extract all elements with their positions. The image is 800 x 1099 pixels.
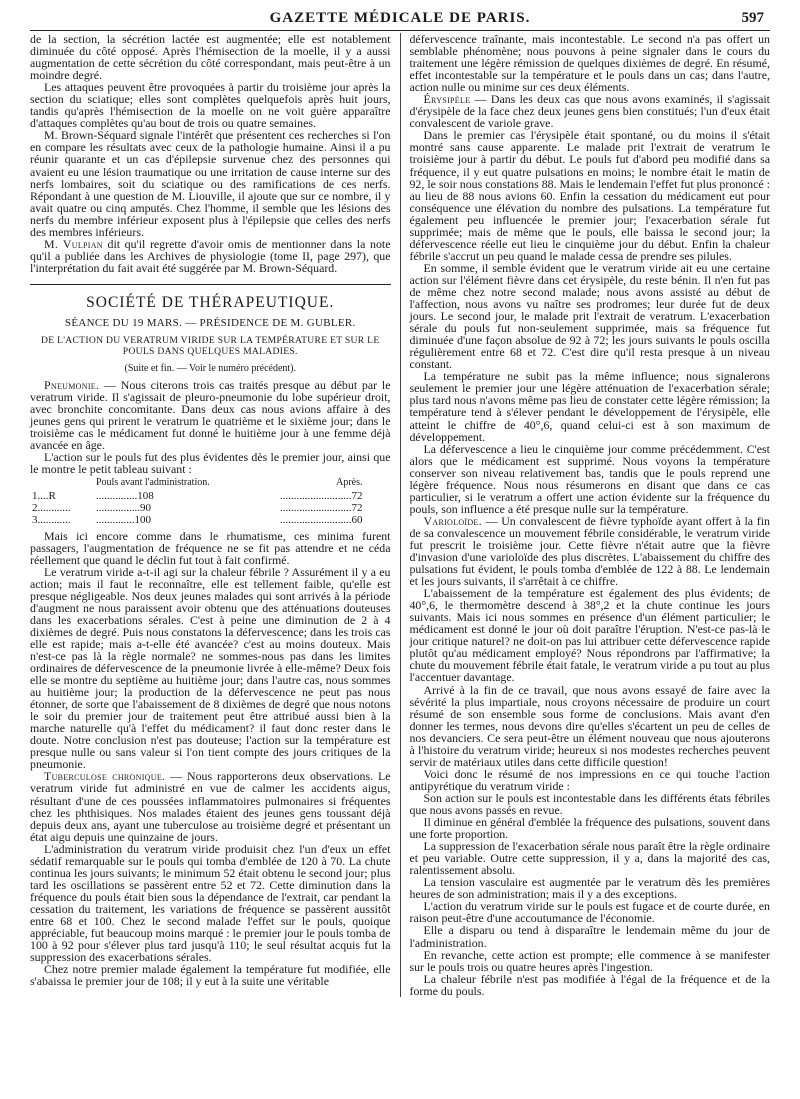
cell-before: 90 bbox=[140, 501, 151, 514]
paragraph: Chez notre premier malade également la température fut modifiée, elle s'abaissa le premier jour de 108; il y eut à la suite une véritable bbox=[30, 962, 391, 989]
paragraph bbox=[409, 93, 770, 129]
table-row: 3............ ..............100 ..........................60 bbox=[32, 513, 363, 526]
run-in-heading: Pneumonie. bbox=[44, 378, 100, 393]
paragraph: En revanche, cette action est prompte; elle commence à se manifester sur le pouls trois ou quatre heures après l'ingestion. bbox=[409, 947, 770, 974]
pulse-table bbox=[30, 477, 391, 525]
paragraph: Mais ici encore comme dans le rhumatisme, ces minima furent passagers, l'augmentation de fréquence ne se fit pas attendre et ne céda réellement que quand le déclin fut tout à fait confirmé. bbox=[30, 528, 391, 567]
table-header-row bbox=[30, 477, 391, 489]
cell-after: 72 bbox=[351, 501, 363, 514]
paragraph: Elle a disparu ou tend à disparaître le lendemain même du jour de l'administration. bbox=[409, 923, 770, 950]
paragraph: de la section, la sécrétion lactée est augmentée; elle est notablement diminuée du côté opposé. Après l'hémisection de la moelle, il y a aussi augmentation de cette sécrétion du côté correspondant, mais peut-être à un moindre degré. bbox=[30, 32, 391, 83]
paragraph: En somme, il semble évident que le veratrum viride ait eu une certaine action sur l'élément fièvre dans cet érysipèle, du reste bénin. Il n'en fut pas de même chez notre second malade; nous avons assisté au début de l'affection, nous avons vu naître ses prodromes; leur durée fut de deux jours. Le second jour, le malade prit l'extrait de veratrum. L'exacerbation sérale du pouls fut non-seulement supprimée, mais sa fréquence fut diminuée d'une façon absolue de 92 à 72; les jours suivants le pouls oscilla régulièrement entre 68 et 72. C'est dire qu'il resta presque à un niveau constant. bbox=[409, 260, 770, 372]
page-header bbox=[30, 6, 770, 31]
paragraph: La température ne subit pas la même influence; nous signalerons seulement le premier jour une légère atténuation de l'exacerbation sérale; plus tard nous n'avons même pas lieu de constater cette légère rémission; la température tend à s'élever pendant le développement de l'érysipèle, elle atteint le chiffre de 40°,6, quand celui-ci est à son maximum de développement. bbox=[409, 369, 770, 444]
paragraph: M. Brown-Séquard signale l'intérêt que présentent ces recherches si l'on en compare les résultats avec ceux de la pathologie humaine. Ainsi il a pu réunir quarante et un cas d'épilepsie survenue chez des personnes qui avaient eu une lésion traumatique ou une irritation de cause interne sur des nerfs lombaires, soit du sciatique ou des ramifications de ces nerfs. Répondant à une question de M. Liouville, il ajoute que sur ce nombre, il y avait quatre ou cinq amputés. Chez l'homme, il semble que les lésions des nerfs du membre inférieur exposent plus à l'épilepsie que celles des nerfs des membres inférieurs. bbox=[30, 128, 391, 239]
row-number: 2 bbox=[32, 501, 38, 514]
cell-after: 60 bbox=[351, 513, 363, 526]
left-column bbox=[30, 33, 400, 997]
run-in-heading: Érysipèle bbox=[423, 92, 471, 107]
session-line: SÉANCE DU 19 MARS. — PRÉSIDENCE DE M. GUBLER. bbox=[64, 316, 356, 329]
run-in-heading: Tuberculose chronique. bbox=[44, 769, 166, 784]
paragraph: L'action sur le pouls fut des plus évidentes dès le premier jour, ainsi que le montre le petit tableau suivant : bbox=[30, 450, 391, 477]
row-number: 3 bbox=[32, 513, 38, 526]
journal-title: GAZETTE MÉDICALE DE PARIS. bbox=[269, 10, 531, 26]
section-title: SOCIÉTÉ DE THÉRAPEUTIQUE. bbox=[86, 293, 335, 311]
speaker-name: M. Vulpian bbox=[44, 236, 103, 251]
paragraph: Il diminue en général d'emblée la fréquence des pulsations, souvent dans une forte proportion. bbox=[409, 815, 770, 842]
continuation-note: (Suite et fin. — Voir le numéro précédent). bbox=[124, 363, 297, 375]
paragraph: La tension vasculaire est augmentée par le veratrum dès les premières heures de son administration; mais il y a des exceptions. bbox=[409, 875, 770, 902]
paragraph-text: — Dans les deux cas que nous avons examinés, il s'agissait d'érysipèle de la face chez deux jeunes gens bien constitués; l'un d'eux était convalescent de variole grave. bbox=[409, 92, 770, 131]
paragraph bbox=[30, 379, 391, 451]
paragraph: La chaleur fébrile n'est pas modifiée à l'égal de la fréquence et de la forme du pouls. bbox=[409, 971, 770, 998]
paragraph: défervescence traînante, mais incontestable. Le second n'a pas offert un semblable phénomène; nous pouvons à peine signaler dans le cours du traitement une légère rémission de quelques dixièmes de degré. En résumé, effet incontestable sur la température et le pouls dans un cas; dans l'autre, action nulle ou minime sur ces deux éléments. bbox=[409, 32, 770, 95]
cell-before: 108 bbox=[137, 489, 154, 502]
table-row: 1....R ...............108 ..........................72 bbox=[32, 489, 363, 502]
row-number: 1 bbox=[32, 489, 38, 502]
paragraph: La défervescence a lieu le cinquième jour comme précédemment. C'est alors que le médicament est supprimé. Nous voyons la température conserver son niveau relativement bas, tandis que le pouls reprend une légère fréquence. Nous nous résumerons en disant que dans ce cas particulier, si le veratrum a offert une action évidente sur la fréquence du pouls, son influence a été presque nulle sur la température. bbox=[409, 441, 770, 516]
row-mark: R bbox=[48, 489, 56, 502]
paragraph: Le veratrum viride a-t-il agi sur la chaleur fébrile ? Assurément il y a eu action; mais il faut le reconnaître, elle est tellement faible, qu'elle est presque négligeable. Nos deux jeunes malades qui sont arrivés à la période d'augment ne nous paraissent avoir obtenu que des atténuations douteuses dans les exacerbations sérales. C'est à peine une diminution de 2 à 4 dixièmes de degré. Puis nous constatons la défervescence; dans les trois cas elle est rapide; mais a-t-elle été avancée? c'est au moins douteux. Mais n'est-ce pas là la règle normale? ne sommes-nous pas dans les limites ordinaires de défervescence de la pneumonie livrée à elle-même? Deux fois elle se montre du septième au huitième jour; dans l'autre cas, nous sommes au huitième jour; la production de la défervescence ne peut pas nous étonner, de sorte que l'abaissement de 8 dixièmes de degré que nous notons le soir du premier jour de traitement peut être attribué aussi bien à la marche naturelle qu'à l'effet du médicament? il faut donc rester dans le doute. Notre conclusion n'est pas douteuse; l'action sur la température est presque nulle ou sans valeur si l'on tient compte des jours critiques de la pneumonie. bbox=[30, 564, 391, 772]
column-header: Après. bbox=[336, 477, 363, 489]
table-row: 2............ ................90 ..........................72 bbox=[32, 501, 363, 514]
right-column bbox=[400, 33, 770, 997]
paragraph-text: — Nous rapporterons deux observations. Le veratrum viride fut administré en vue de calmer les accidents aigus, résultant d'une de ces poussées inflammatoires pulmonaires si fréquentes chez les phthisiques. Nos malades étaient des jeunes gens toussant déjà depuis deux ans, ayant une tuberculose au troisième degré et présentant un état aigu depuis une quinzaine de jours. bbox=[30, 769, 391, 844]
paragraph: Voici donc le résumé de nos impressions en ce qui touche l'action antipyrétique du veratrum viride : bbox=[409, 766, 770, 793]
paragraph: Arrivé à la fin de ce travail, que nous avons essayé de faire avec la sévérité la plus impartiale, nous croyons nécessaire de produire un court résumé de son ensemble sous forme de conclusions. Mais avant d'en donner les termes, nous devons dire qu'elles s'écartent un peu de celles de nos devanciers. Ce sera peut-être un élément nouveau que nous ajouterons à l'histoire du veratrum viride; heureux si nos modestes recherches peuvent servir de matériaux utiles dans cette difficile question! bbox=[409, 682, 770, 769]
paragraph-text: — Un convalescent de fièvre typhoïde ayant offert à la fin de sa convalescence un mouvement fébrile considérable, le veratrum viride fut prescrit le troisième jour. Cette fièvre n'était autre que la fièvre d'invasion d'une varioloïde des plus discrètes. L'abaissement du chiffre des pulsations fut évident, le pouls tomba d'emblée de 122 à 88. Le lendemain et les jours suivants, il s'arrêtait à ce chiffre. bbox=[409, 513, 770, 589]
paragraph: L'abaissement de la température est également des plus évidents; de 40°,6, le thermomètre descend à 38°,2 et la chute continue les jours suivants. Mais ici nous sommes en présence d'un élément particulier; le médicament est donné le jour où doit paraître l'éruption. N'est-ce pas-là le jour critique naturel? ne doit-on pas lui attribuer cette défervescence rapide plutôt qu'au médicament employé? Nous répondrons par l'affirmative; la chute du mouvement fébrile était fatale, le veratrum viride a pu tout au plus l'accentuer davantage. bbox=[409, 586, 770, 685]
paragraph-text: dit qu'il regrette d'avoir omis de mentionner dans la note qu'il a publiée dans les Archives de physiologie (tome II, page 297), que l'interprétation du fait avait été suggérée par M. Brown-Séquard. bbox=[30, 236, 391, 275]
run-in-heading: Varioloïde. bbox=[423, 513, 482, 528]
paragraph: L'action du veratrum viride sur le pouls est fugace et de courte durée, en raison peut-être d'une accoutumance de l'économie. bbox=[409, 899, 770, 926]
page-number: 597 bbox=[741, 10, 764, 26]
cell-before: 100 bbox=[134, 513, 151, 526]
article-title: DE L'ACTION DU VERATRUM VIRIDE SUR LA TEMPÉRATURE ET SUR LE POULS DANS QUELQUES MALADIES. bbox=[40, 335, 380, 358]
paragraph: L'administration du veratrum viride produisit chez l'un d'eux un effet sédatif remarquable sur le pouls qui tomba d'emblée de 120 à 70. La chute continua les jours suivants; le minimum 52 était obtenu le second jour; plus tard les oscillations se passèrent entre 52 et 72. Cette diminution dans la fréquence du pouls était bien sous la dépendance de l'extrait, car pendant la cessation du traitement, les variations de fréquence se passèrent aussitôt entre 68 et 100. Chez le second malade l'effet sur le pouls, quoique appréciable, fut beaucoup moins marqué : le premier jour le pouls tomba de 100 à 92 pour s'élever plus tard jusqu'à 110; le seul résultat acquis fut la suppression des exacerbations sérales. bbox=[30, 841, 391, 965]
paragraph-text: — Nous citerons trois cas traités presque au début par le veratrum viride. Il s'agissait de pleuro-pneumonie du lobe supérieur droit, avec bronchite concomitante. Dans deux cas nous avions affaire à des jeunes gens qui prirent le veratrum le quatrième et le sixième jour; dans le troisième cas le médicament fut donné le huitième jour à une femme déjà avancée en âge. bbox=[30, 378, 391, 453]
paragraph: Les attaques peuvent être provoquées à partir du troisième jour après la section du sciatique; elles sont complètes quelquefois après huit jours, tandis qu'après l'hémisection de la moelle on ne voit guère apparaître d'attaques complètes qu'au bout de trois ou quatre semaines. bbox=[30, 80, 391, 131]
column-header: Pouls avant l'administration. bbox=[96, 477, 210, 489]
columns bbox=[30, 33, 770, 997]
paragraph: Son action sur le pouls est incontestable dans les différents états fébriles que nous avons passés en revue. bbox=[409, 790, 770, 817]
section-rule bbox=[30, 284, 391, 285]
paragraph: La suppression de l'exacerbation sérale nous paraît être la règle ordinaire et peu variable. Outre cette suppression, il y a, dans la majorité des cas, ralentissement absolu. bbox=[409, 839, 770, 878]
cell-after: 72 bbox=[351, 489, 363, 502]
paragraph bbox=[30, 238, 391, 274]
paragraph bbox=[30, 770, 391, 842]
paragraph: Dans le premier cas l'érysipèle était spontané, ou du moins il s'était montré sans cause apparente. Le malade prit l'extrait de veratrum le troisième jour à partir du début. Le pouls fut d'abord peu modifié dans sa fréquence, il y eut quatre pulsations en moins; le nombre était le matin de 92, le soir nous constations 88. Mais le lendemain l'effet fut plus prononcé : au lieu de 88 nous avions 60. Enfin la cessation du médicament eut pour conséquence une élévation du nombre des pulsations. La température fut également peu influencée le premier jour; l'exacerbation sérale fut supprimée; mais de même que le pouls, elle baissa le second jour; la défervescence réelle eut lieu le cinquième jour du début. Enfin la chaleur fébrile s'accrut un peu quand le malade cessa de prendre ses pilules. bbox=[409, 128, 770, 263]
paragraph bbox=[409, 515, 770, 587]
